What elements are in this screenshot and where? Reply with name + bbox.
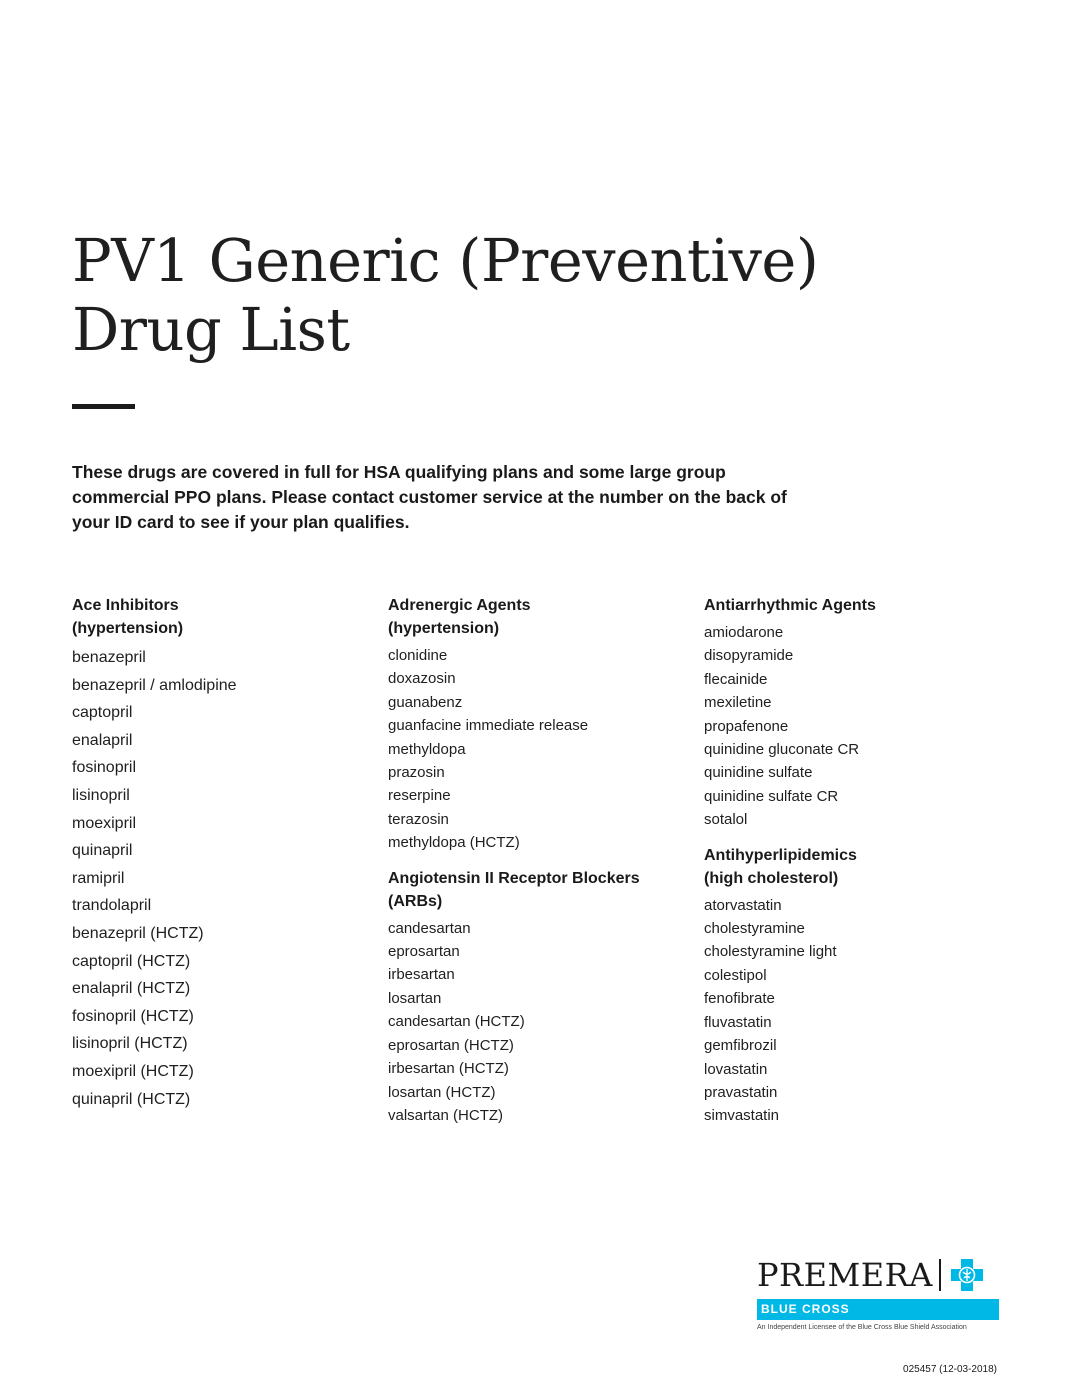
drug-item: atorvastatin: [704, 896, 782, 914]
logo-blue-cross-bar: BLUE CROSS: [757, 1299, 999, 1320]
title-divider: [72, 404, 135, 409]
drug-item: colestipol: [704, 966, 767, 984]
premera-logo: [757, 1257, 999, 1331]
drug-item: irbesartan: [388, 966, 455, 984]
drug-item: mexiletine: [704, 694, 772, 712]
drug-item: quinapril: [72, 842, 133, 860]
drug-item: losartan (HCTZ): [388, 1083, 496, 1101]
blue-cross-icon: [949, 1257, 985, 1293]
drug-item: methyldopa (HCTZ): [388, 834, 520, 852]
drug-list: [72, 644, 372, 1113]
drug-item: ramipril: [72, 869, 125, 887]
document-code: 025457 (12-03-2018): [903, 1364, 997, 1375]
drug-item: valsartan (HCTZ): [388, 1106, 504, 1124]
drug-item: pravastatin: [704, 1083, 778, 1101]
drug-item: prazosin: [388, 764, 445, 782]
drug-item: candesartan: [388, 919, 471, 937]
drug-item: lisinopril (HCTZ): [72, 1035, 188, 1053]
drug-group: [704, 594, 1004, 832]
drug-item: fenofibrate: [704, 990, 775, 1008]
drug-item: quinidine sulfate CR: [704, 787, 839, 805]
drug-item: moexipril (HCTZ): [72, 1062, 194, 1080]
drug-item: captopril: [72, 704, 133, 722]
logo-divider: [939, 1259, 941, 1291]
drug-list: [388, 644, 688, 855]
drug-item: captopril (HCTZ): [72, 952, 191, 970]
drug-item: eprosartan (HCTZ): [388, 1036, 514, 1054]
logo-wordmark: PREMERA: [757, 1256, 933, 1294]
drug-item: propafenone: [704, 717, 789, 735]
drug-item: disopyramide: [704, 647, 794, 665]
drug-group: [704, 844, 1004, 1128]
drug-item: fosinopril: [72, 759, 137, 777]
drug-list: [388, 917, 688, 1128]
column-3: [704, 594, 1004, 1128]
drug-item: candesartan (HCTZ): [388, 1013, 525, 1031]
drug-item: fosinopril (HCTZ): [72, 1007, 194, 1025]
drug-item: benazepril / amlodipine: [72, 676, 237, 694]
drug-item: simvastatin: [704, 1107, 780, 1125]
drug-item: moexipril: [72, 814, 137, 832]
drug-item: irbesartan (HCTZ): [388, 1060, 509, 1078]
drug-group-heading: Angiotensin II Receptor Blockers (ARBs): [388, 869, 640, 910]
drug-item: doxazosin: [388, 670, 456, 688]
drug-item: trandolapril: [72, 897, 152, 915]
drug-item: lovastatin: [704, 1060, 768, 1078]
drug-item: fluvastatin: [704, 1013, 772, 1031]
drug-item: quinidine sulfate: [704, 764, 813, 782]
drug-item: lisinopril: [72, 786, 130, 804]
drug-item: terazosin: [388, 810, 449, 828]
drug-item: flecainide: [704, 670, 768, 688]
page-title: [72, 226, 972, 364]
drug-item: amiodarone: [704, 624, 784, 641]
drug-group: [388, 867, 688, 1128]
drug-item: enalapril: [72, 731, 133, 749]
drug-list: [704, 621, 1004, 832]
drug-item: reserpine: [388, 787, 451, 805]
drug-item: sotalol: [704, 811, 748, 829]
column-1: [72, 594, 372, 1113]
intro-paragraph: These drugs are covered in full for HSA qualifying plans and some large group commercial PPO plans. Please contact customer service at the number on the back of your ID card to see if your plan qualifies.: [72, 462, 787, 532]
logo-tagline: An Independent Licensee of the Blue Cross Blue Shield Association: [757, 1324, 967, 1331]
column-2: [388, 594, 688, 1127]
drug-group-heading: Antiarrhythmic Agents: [704, 597, 876, 614]
drug-item: clonidine: [388, 647, 448, 664]
drug-item: gemfibrozil: [704, 1037, 777, 1055]
drug-group: [72, 594, 372, 1113]
drug-item: guanfacine immediate release: [388, 717, 589, 735]
drug-item: quinidine gluconate CR: [704, 741, 860, 759]
drug-item: benazepril: [72, 649, 146, 666]
drug-group-heading: Ace Inhibitors (hypertension): [72, 597, 184, 637]
drug-item: methyldopa: [388, 740, 466, 758]
drug-group: [388, 594, 688, 855]
drug-item: guanabenz: [388, 693, 463, 711]
drug-item: cholestyramine light: [704, 943, 837, 961]
drug-item: losartan: [388, 989, 442, 1007]
drug-group-heading: Antihyperlipidemics (high cholesterol): [704, 846, 857, 887]
title-line-2: Drug List: [72, 295, 350, 364]
drug-item: quinapril (HCTZ): [72, 1090, 191, 1108]
drug-list: [704, 894, 1004, 1128]
drug-item: benazepril (HCTZ): [72, 924, 204, 942]
drug-item: eprosartan: [388, 943, 460, 961]
drug-item: cholestyramine: [704, 920, 805, 938]
drug-group-heading: Adrenergic Agents (hypertension): [388, 597, 531, 637]
title-line-1: PV1 Generic (Preventive): [72, 226, 819, 295]
drug-item: enalapril (HCTZ): [72, 980, 191, 998]
